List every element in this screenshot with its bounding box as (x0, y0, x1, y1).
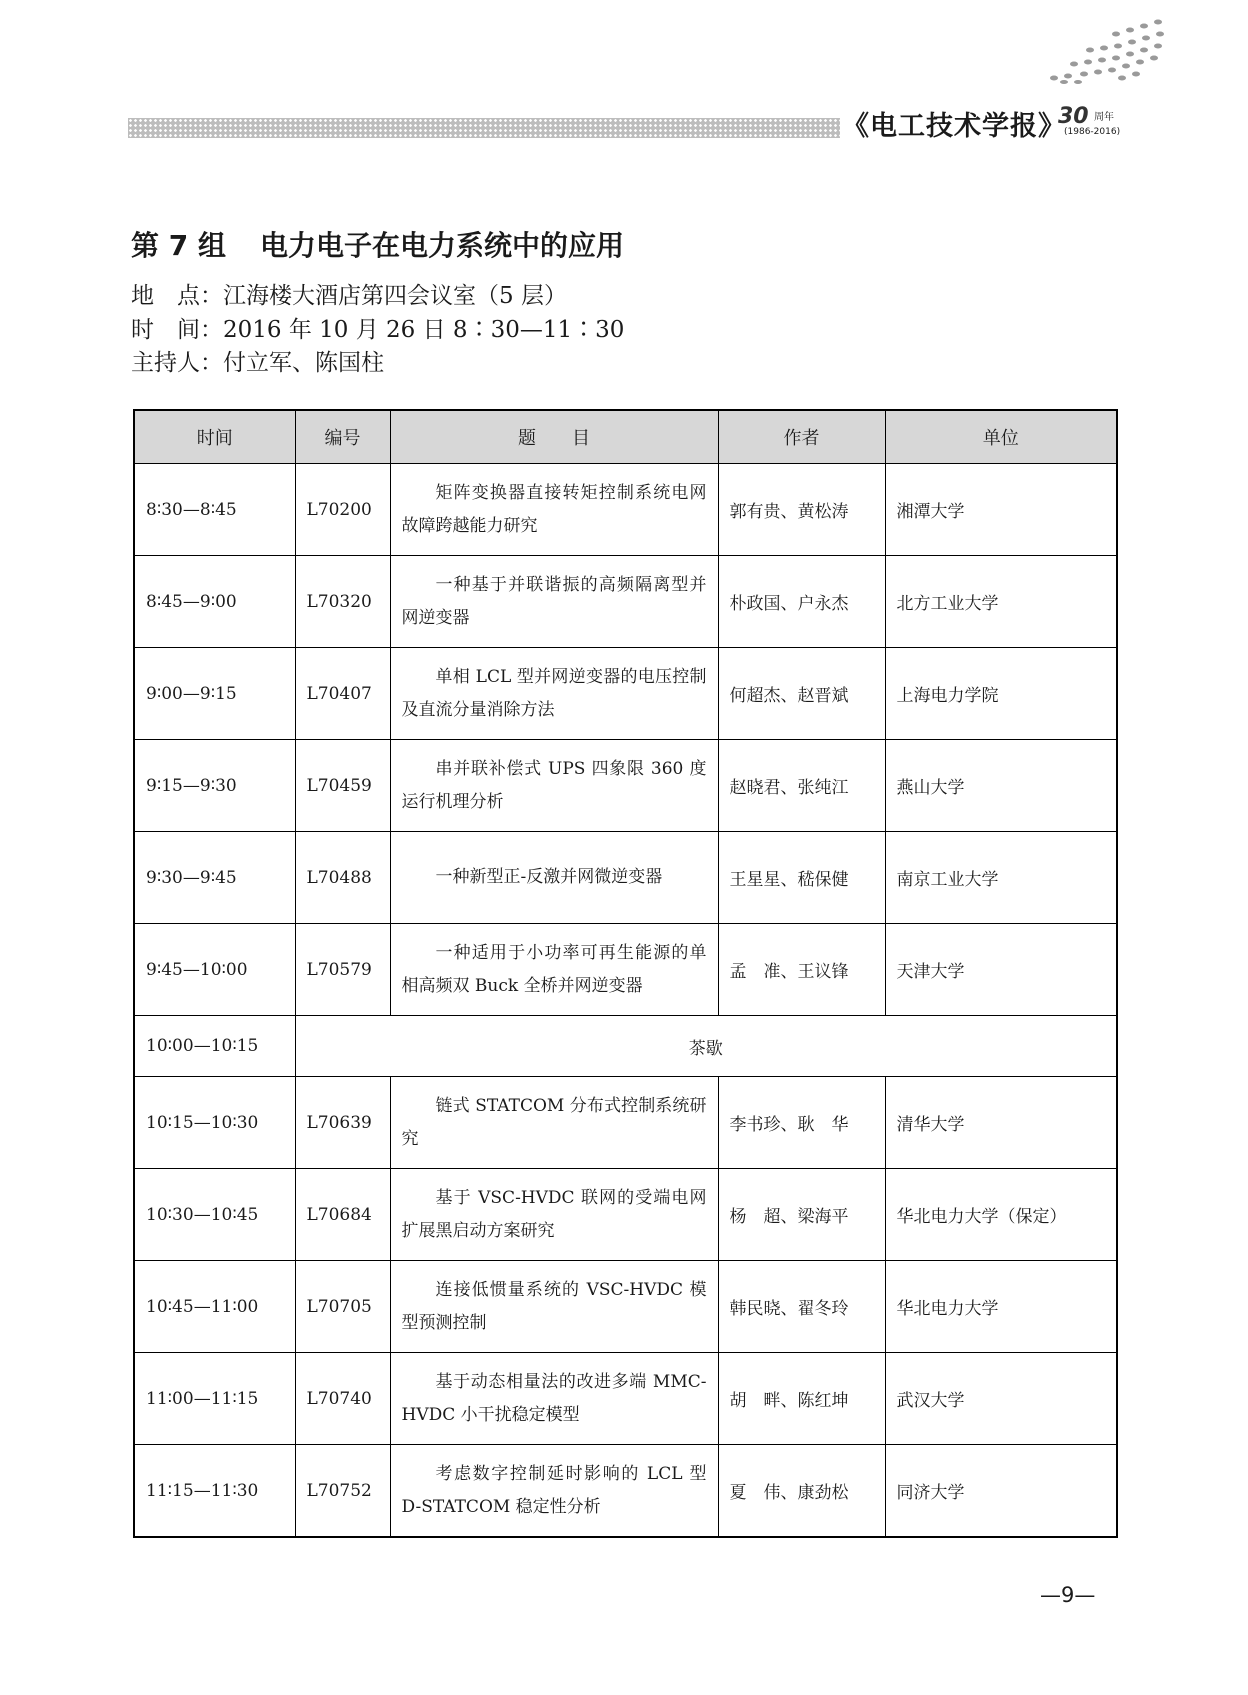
anniversary-number: 30 (1058, 104, 1089, 129)
authors-cell: 何超杰、赵晋斌 (718, 648, 885, 740)
title-cell: 串并联补偿式 UPS 四象限 360 度运行机理分析 (390, 740, 718, 832)
id-cell: L70200 (295, 464, 390, 556)
authors-cell: 郭有贵、黄松涛 (718, 464, 885, 556)
id-cell: L70684 (295, 1169, 390, 1261)
id-cell: L70320 (295, 556, 390, 648)
unit-cell: 上海电力学院 (885, 648, 1117, 740)
id-cell: L70459 (295, 740, 390, 832)
unit-cell: 燕山大学 (885, 740, 1117, 832)
header-id: 编号 (295, 410, 390, 464)
decorative-dot-pattern (968, 18, 1168, 84)
session-title: 电力电子在电力系统中的应用 (259, 229, 624, 262)
table-row (134, 1445, 1117, 1538)
unit-cell: 同济大学 (885, 1445, 1117, 1538)
title-cell: 链式 STATCOM 分布式控制系统研究 (390, 1077, 718, 1169)
location-label: 地 点： (131, 283, 223, 309)
break-label-cell: 茶歇 (295, 1016, 1117, 1077)
host-label: 主持人： (131, 350, 223, 376)
table-row (134, 648, 1117, 740)
unit-cell: 北方工业大学 (885, 556, 1117, 648)
location-line (131, 277, 567, 310)
anniversary-logo (1058, 104, 1134, 140)
header-unit: 单位 (885, 410, 1117, 464)
table-row (134, 556, 1117, 648)
title-cell: 基于动态相量法的改进多端 MMC- HVDC 小干扰稳定模型 (390, 1353, 718, 1445)
title-cell: 一种基于并联谐振的高频隔离型并网逆变器 (390, 556, 718, 648)
time-cell: 8∶30—8∶45 (134, 464, 295, 556)
time-cell: 8∶45—9∶00 (134, 556, 295, 648)
anniversary-years: (1986-2016) (1064, 127, 1121, 137)
time-cell: 9∶15—9∶30 (134, 740, 295, 832)
unit-cell: 天津大学 (885, 924, 1117, 1016)
header-title: 题 目 (390, 410, 718, 464)
id-cell: L70639 (295, 1077, 390, 1169)
title-cell: 连接低惯量系统的 VSC-HVDC 模型预测控制 (390, 1261, 718, 1353)
anniversary-label: 周年 (1094, 112, 1114, 123)
authors-cell: 杨 超、梁海平 (718, 1169, 885, 1261)
id-cell: L70488 (295, 832, 390, 924)
title-cell: 矩阵变换器直接转矩控制系统电网故障跨越能力研究 (390, 464, 718, 556)
time-cell: 10∶30—10∶45 (134, 1169, 295, 1261)
time-cell: 9∶45—10∶00 (134, 924, 295, 1016)
page-number: —9— (1040, 1583, 1096, 1607)
time-line (131, 311, 624, 344)
time-value: 2016 年 10 月 26 日 8∶30—11∶30 (223, 317, 625, 343)
unit-cell: 湘潭大学 (885, 464, 1117, 556)
time-cell: 11∶00—11∶15 (134, 1353, 295, 1445)
time-cell: 9∶00—9∶15 (134, 648, 295, 740)
id-cell: L70740 (295, 1353, 390, 1445)
section-title (131, 224, 624, 264)
header-time: 时间 (134, 410, 295, 464)
title-cell: 单相 LCL 型并网逆变器的电压控制及直流分量消除方法 (390, 648, 718, 740)
table-row (134, 1353, 1117, 1445)
table-row (134, 464, 1117, 556)
time-cell: 11∶15—11∶30 (134, 1445, 295, 1538)
time-cell: 9∶30—9∶45 (134, 832, 295, 924)
time-cell: 10∶15—10∶30 (134, 1077, 295, 1169)
title-cell: 一种适用于小功率可再生能源的单相高频双 Buck 全桥并网逆变器 (390, 924, 718, 1016)
table-row (134, 832, 1117, 924)
authors-cell: 朴政国、户永杰 (718, 556, 885, 648)
authors-cell: 赵晓君、张纯江 (718, 740, 885, 832)
unit-cell: 华北电力大学（保定） (885, 1169, 1117, 1261)
authors-cell: 李书珍、耿 华 (718, 1077, 885, 1169)
schedule-table (133, 409, 1118, 1538)
time-cell: 10∶45—11∶00 (134, 1261, 295, 1353)
table-row (134, 1077, 1117, 1169)
authors-cell: 王星星、嵇保健 (718, 832, 885, 924)
table-row (134, 1261, 1117, 1353)
header-band (128, 118, 840, 138)
unit-cell: 武汉大学 (885, 1353, 1117, 1445)
id-cell: L70579 (295, 924, 390, 1016)
authors-cell: 夏 伟、康劲松 (718, 1445, 885, 1538)
id-cell: L70407 (295, 648, 390, 740)
location-value: 江海楼大酒店第四会议室（5 层） (223, 283, 567, 309)
time-label: 时 间： (131, 317, 223, 343)
group-number: 第 7 组 (131, 229, 226, 262)
header-authors: 作者 (718, 410, 885, 464)
authors-cell: 韩民晓、翟冬玲 (718, 1261, 885, 1353)
host-value: 付立军、陈国柱 (223, 350, 384, 376)
table-row (134, 1169, 1117, 1261)
unit-cell: 南京工业大学 (885, 832, 1117, 924)
break-row (134, 1016, 1117, 1077)
title-cell: 考虑数字控制延时影响的 LCL 型 D-STATCOM 稳定性分析 (390, 1445, 718, 1538)
unit-cell: 清华大学 (885, 1077, 1117, 1169)
unit-cell: 华北电力大学 (885, 1261, 1117, 1353)
authors-cell: 胡 畔、陈红坤 (718, 1353, 885, 1445)
host-line (131, 344, 384, 377)
title-cell: 基于 VSC-HVDC 联网的受端电网扩展黑启动方案研究 (390, 1169, 718, 1261)
table-row (134, 924, 1117, 1016)
authors-cell: 孟 准、王议锋 (718, 924, 885, 1016)
table-header-row (134, 410, 1117, 464)
title-cell: 一种新型正-反激并网微逆变器 (390, 832, 718, 924)
table-row (134, 740, 1117, 832)
break-time-cell: 10∶00—10∶15 (134, 1016, 295, 1077)
id-cell: L70752 (295, 1445, 390, 1538)
id-cell: L70705 (295, 1261, 390, 1353)
journal-title: 《电工技术学报》 (842, 111, 1066, 142)
